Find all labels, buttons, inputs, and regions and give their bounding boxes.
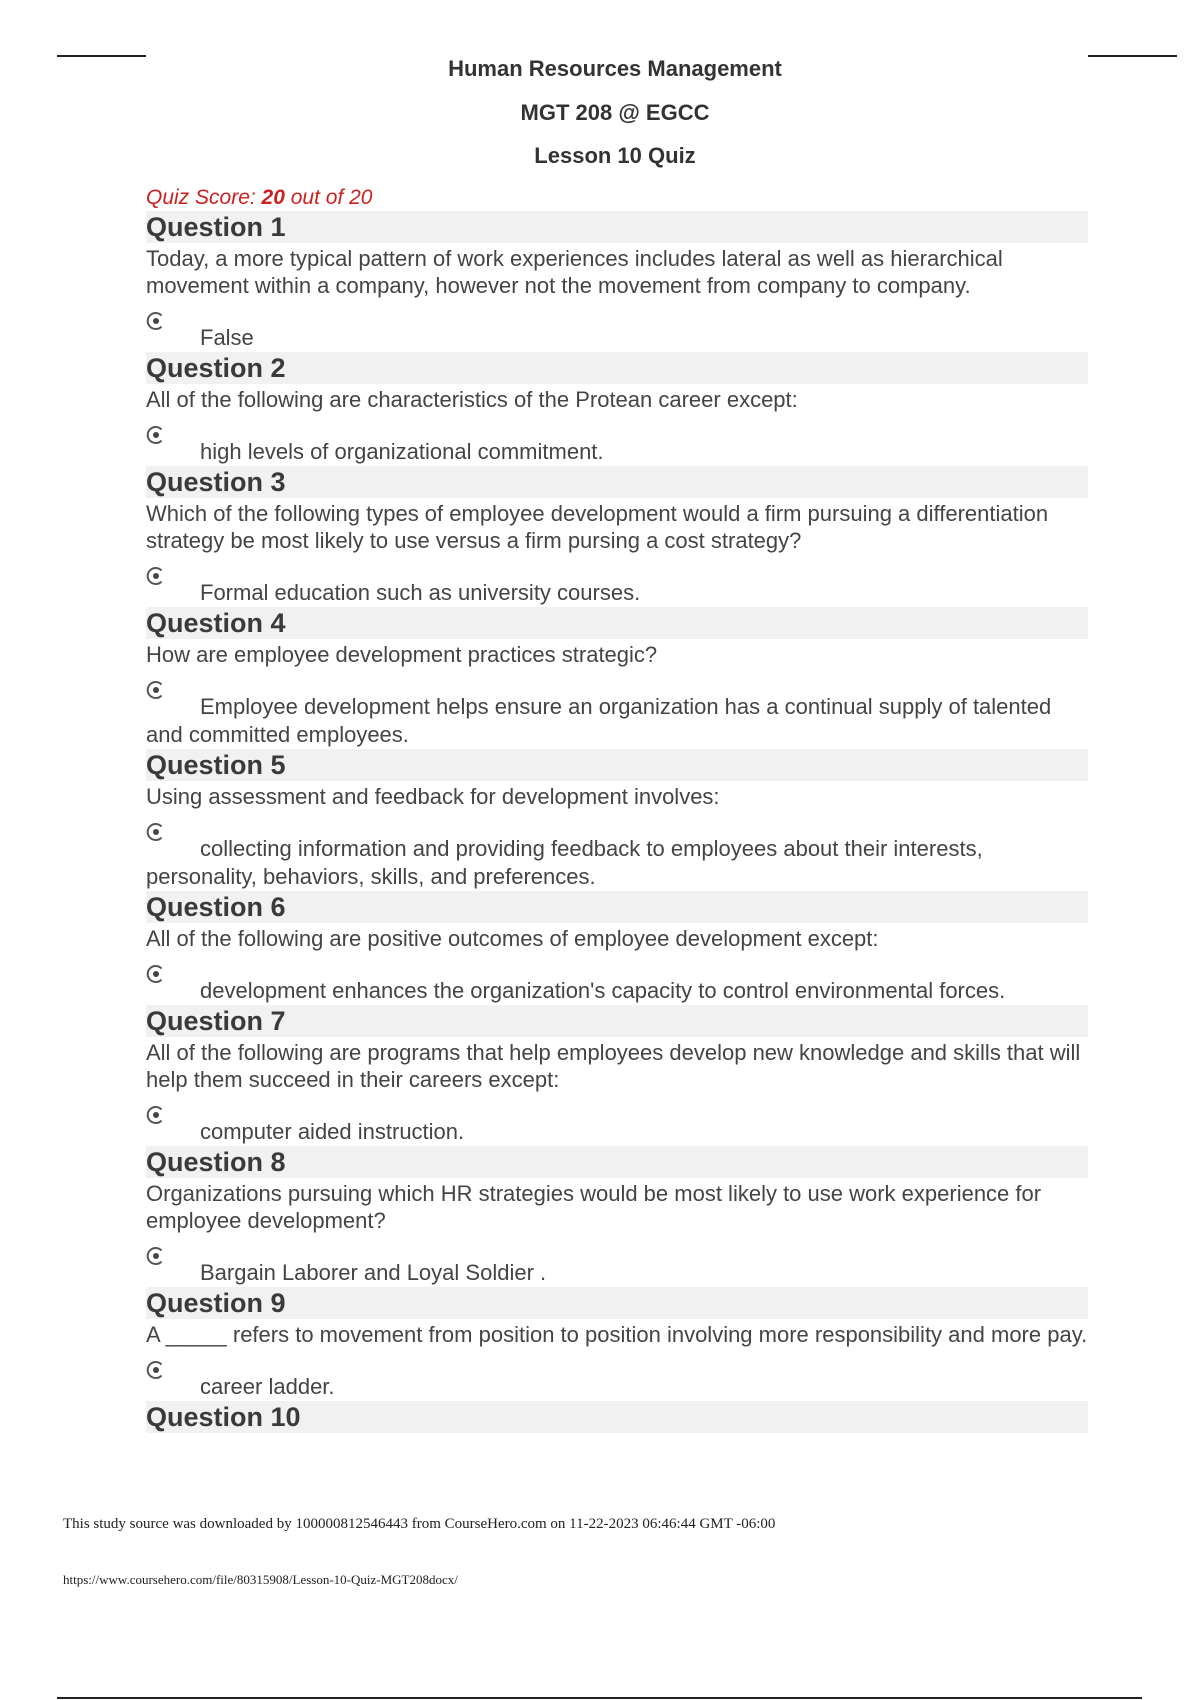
download-notice: This study source was downloaded by 100000812546443 from CourseHero.com on 11-22-2023 06:46:44 GMT -06:00 (63, 1516, 776, 1532)
selected-radio-icon (146, 963, 166, 983)
question-text: How are employee development practices strategic? (146, 642, 658, 667)
question-heading: Question 4 (146, 607, 1088, 639)
answer (146, 693, 1088, 749)
question-block (146, 1005, 1088, 1146)
question-heading: Question 7 (146, 1005, 1088, 1037)
question-text: Today, a more typical pattern of work experiences includes lateral as well as hierarchical movement within a company, however not the movement from company to company. (146, 246, 1003, 298)
answer (146, 579, 1088, 607)
question-heading: Question 9 (146, 1287, 1088, 1319)
selected-radio-icon (146, 424, 166, 444)
selected-radio-icon (146, 1104, 166, 1124)
question-text: Using assessment and feedback for development involves: (146, 784, 720, 809)
question-text: All of the following are characteristics of the Protean career except: (146, 387, 798, 412)
question-block (146, 749, 1088, 891)
question-heading: Question 10 (146, 1401, 1088, 1433)
answer (146, 835, 1088, 891)
question-block (146, 466, 1088, 607)
answer (146, 1373, 1088, 1401)
question-block (146, 1287, 1088, 1401)
question-block (146, 1401, 1088, 1433)
answer-text: collecting information and providing feedback to employees about their interests, personality, behaviors, skills, and preferences. (146, 836, 983, 889)
question-text: All of the following are programs that help employees develop new knowledge and skills that will help them succeed in their careers except: (146, 1040, 1081, 1092)
quiz-content (146, 186, 1088, 1433)
question-block (146, 1146, 1088, 1287)
question-heading: Question 6 (146, 891, 1088, 923)
answer-text: career ladder. (200, 1374, 335, 1399)
question-heading: Question 8 (146, 1146, 1088, 1178)
question-block (146, 352, 1088, 466)
selected-radio-icon (146, 821, 166, 841)
answer (146, 438, 1088, 466)
quiz-score-value: 20 (261, 186, 285, 209)
quiz-title: Lesson 10 Quiz (534, 143, 696, 168)
answer (146, 977, 1088, 1005)
answer-text: Employee development helps ensure an organization has a continual supply of talented and committed employees. (146, 694, 1052, 747)
bottom-rule (57, 1697, 1142, 1699)
selected-radio-icon (146, 679, 166, 699)
source-url: https://www.coursehero.com/file/80315908/Lesson-10-Quiz-MGT208docx/ (63, 1572, 458, 1587)
question-heading: Question 5 (146, 749, 1088, 781)
selected-radio-icon (146, 1359, 166, 1379)
quiz-score (146, 186, 1088, 211)
answer-text: computer aided instruction. (200, 1119, 465, 1144)
answer-text: development enhances the organization's capacity to control environmental forces. (200, 978, 1006, 1003)
selected-radio-icon (146, 565, 166, 585)
answer (146, 324, 1088, 352)
answer-text: high levels of organizational commitment. (200, 439, 604, 464)
question-block (146, 891, 1088, 1005)
question-block (146, 607, 1088, 749)
selected-radio-icon (146, 1245, 166, 1265)
question-heading: Question 3 (146, 466, 1088, 498)
answer (146, 1118, 1088, 1146)
question-text: A _____ refers to movement from position to position involving more responsibility and more pay. (146, 1322, 1088, 1347)
quiz-score-suffix: out of 20 (284, 186, 373, 209)
page-title: Human Resources Management (448, 56, 782, 81)
answer (146, 1259, 1088, 1287)
question-heading: Question 2 (146, 352, 1088, 384)
answer-text: Formal education such as university courses. (200, 580, 641, 605)
question-block (146, 211, 1088, 352)
question-text: Which of the following types of employee development would a firm pursuing a differentiation strategy be most likely to use versus a firm pursing a cost strategy? (146, 501, 1049, 553)
question-text: Organizations pursuing which HR strategies would be most likely to use work experience for employee development? (146, 1181, 1042, 1233)
selected-radio-icon (146, 310, 166, 330)
answer-text: Bargain Laborer and Loyal Soldier . (200, 1260, 547, 1285)
quiz-score-prefix: Quiz Score: (146, 186, 262, 209)
question-heading: Question 1 (146, 211, 1088, 243)
course-code: MGT 208 @ EGCC (520, 100, 710, 125)
answer-text: False (200, 325, 254, 350)
question-text: All of the following are positive outcomes of employee development except: (146, 926, 879, 951)
